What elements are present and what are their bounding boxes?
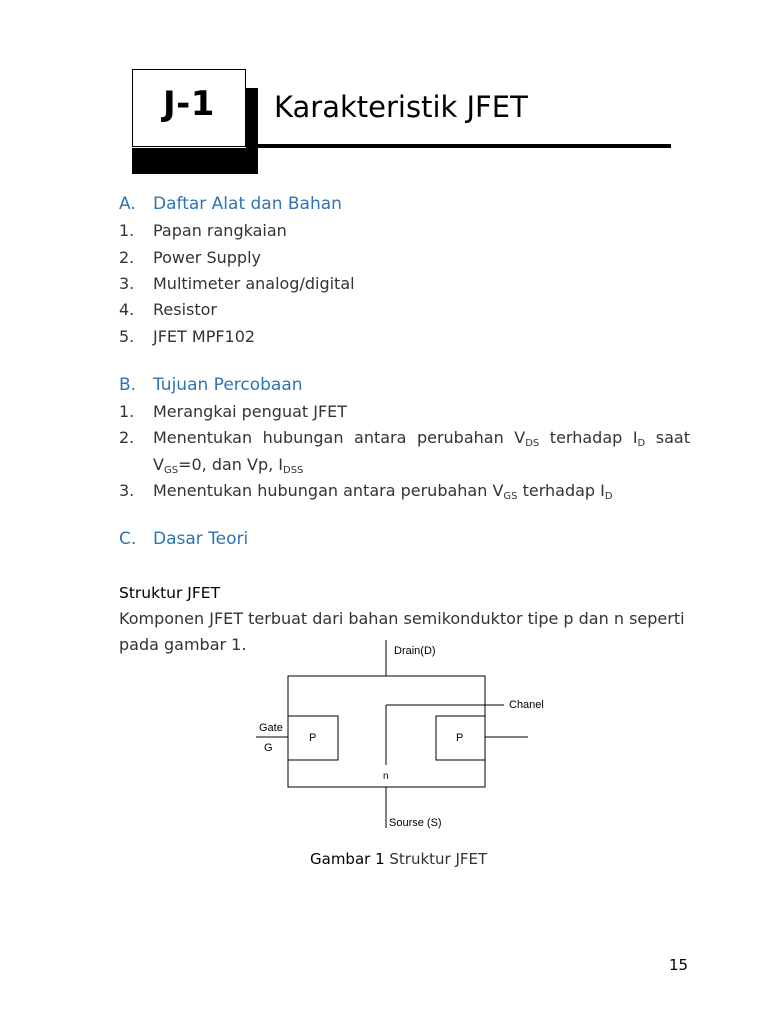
gate-label: Gate xyxy=(259,722,283,734)
section-a-heading: A. Daftar Alat dan Bahan xyxy=(119,194,342,214)
n-label: n xyxy=(383,771,389,782)
source-label: Sourse (S) xyxy=(389,817,442,829)
paragraph-line: pada gambar 1. xyxy=(119,635,247,654)
p-left-label: P xyxy=(309,732,317,744)
page-number: 15 xyxy=(669,956,689,974)
list-item: 2. Menentukan hubungan antara perubahan $V_{DS}$ terhadap $I_D$ saat $V_{GS}=0$, dan Vp, $I_{DSS}$ xyxy=(119,428,690,476)
chanel-label: Chanel xyxy=(509,699,544,711)
section-b-heading: B. Tujuan Percobaan xyxy=(119,375,303,395)
figure-caption: Gambar 1 Struktur JFET xyxy=(310,850,488,868)
chapter-code: J-1 xyxy=(163,84,215,124)
justified-line: Menentukan hubungan antara perubahan $V_{DS}$ terhadap $I_D$ saat xyxy=(153,428,690,449)
paragraph-line: Komponen JFET terbuat dari bahan semikonduktor tipe p dan n seperti xyxy=(119,609,685,628)
chapter-title: Karakteristik JFET xyxy=(274,90,528,124)
g-label: G xyxy=(264,742,273,754)
section-c-heading: C. Dasar Teori xyxy=(119,529,249,549)
subheading: Struktur JFET xyxy=(119,584,221,602)
continuation-line: $V_{GS}=0$, dan Vp, $I_{DSS}$ xyxy=(153,455,304,476)
p-right-label: P xyxy=(456,732,464,744)
drain-label: Drain(D) xyxy=(394,645,436,657)
